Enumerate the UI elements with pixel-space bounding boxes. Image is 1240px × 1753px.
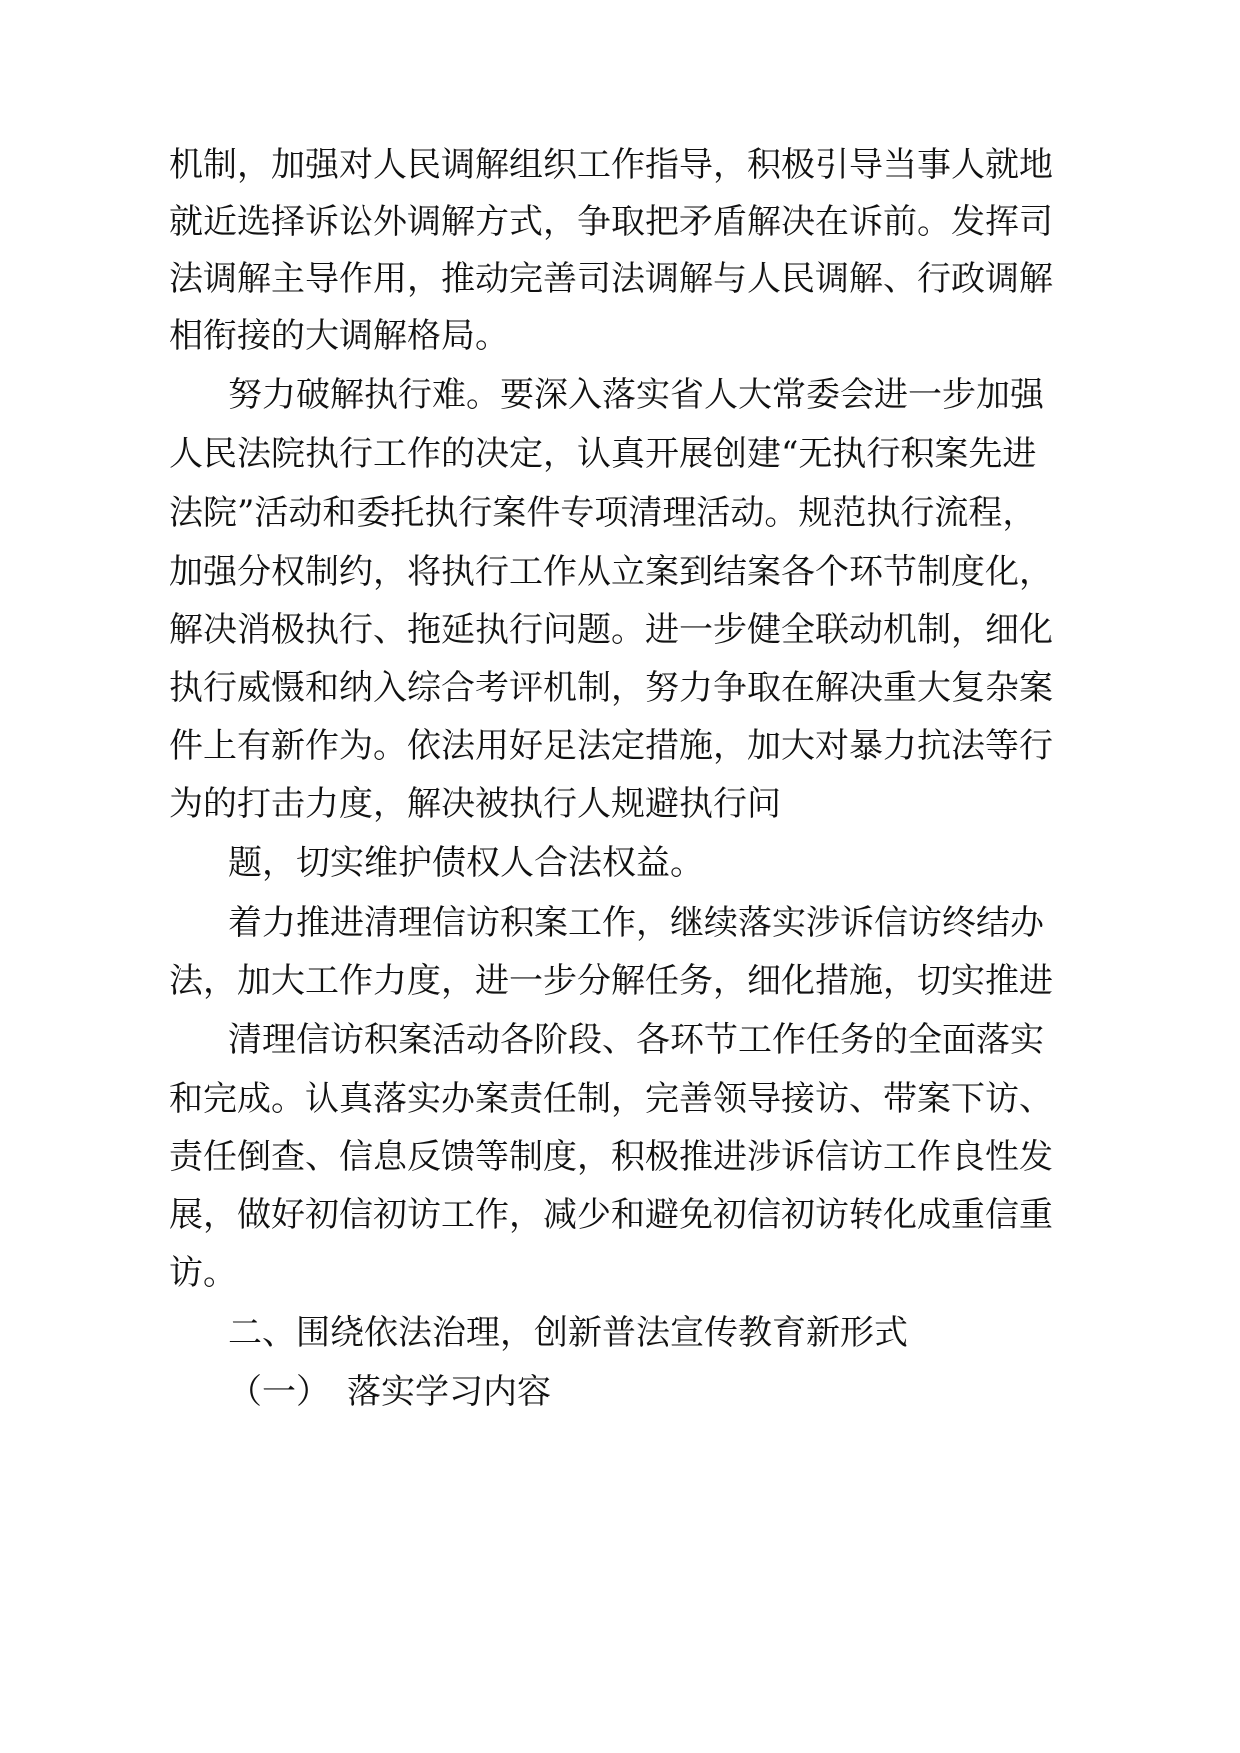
text-line: 法，加大工作力度，进一步分解任务，细化措施，切实推进 xyxy=(169,961,1053,1001)
text-line: 努力破解执行难。要深入落实省人大常委会进一步加强 xyxy=(228,375,1044,415)
text-line: 相衔接的大调解格局。 xyxy=(169,316,509,356)
text-line: 题，切实维护债权人合法权益。 xyxy=(228,843,704,883)
text-line: 解决消极执行、拖延执行问题。进一步健全联动机制，细化 xyxy=(169,610,1053,650)
text-line: 加强分权制约，将执行工作从立案到结案各个环节制度化， xyxy=(169,552,1053,592)
text-line: 人民法院执行工作的决定，认真开展创建“无执行积案先进 xyxy=(169,434,1037,474)
text-line: 法调解主导作用，推动完善司法调解与人民调解、行政调解 xyxy=(169,259,1053,299)
text-line: 着力推进清理信访积案工作，继续落实涉诉信访终结办 xyxy=(228,903,1044,943)
text-line: 执行威慑和纳入综合考评机制，努力争取在解决重大复杂案 xyxy=(169,668,1053,708)
subsection-heading: （一） 落实学习内容 xyxy=(228,1372,551,1412)
text-line: 责任倒查、信息反馈等制度，积极推进涉诉信访工作良性发 xyxy=(169,1137,1053,1177)
text-line: 清理信访积案活动各阶段、各环节工作任务的全面落实 xyxy=(228,1020,1044,1060)
text-line: 为的打击力度，解决被执行人规避执行问 xyxy=(169,784,781,824)
text-line: 就近选择诉讼外调解方式，争取把矛盾解决在诉前。发挥司 xyxy=(169,202,1053,242)
text-line: 机制，加强对人民调解组织工作指导，积极引导当事人就地 xyxy=(169,145,1053,185)
section-heading: 二、围绕依法治理，创新普法宣传教育新形式 xyxy=(228,1313,908,1353)
text-line: 件上有新作为。依法用好足法定措施，加大对暴力抗法等行 xyxy=(169,726,1053,766)
text-line: 展，做好初信初访工作，减少和避免初信初访转化成重信重 xyxy=(169,1195,1053,1235)
text-line: 法院”活动和委托执行案件专项清理活动。规范执行流程， xyxy=(169,493,1037,533)
text-line: 访。 xyxy=(169,1253,237,1293)
text-line: 和完成。认真落实办案责任制，完善领导接访、带案下访、 xyxy=(169,1079,1053,1119)
